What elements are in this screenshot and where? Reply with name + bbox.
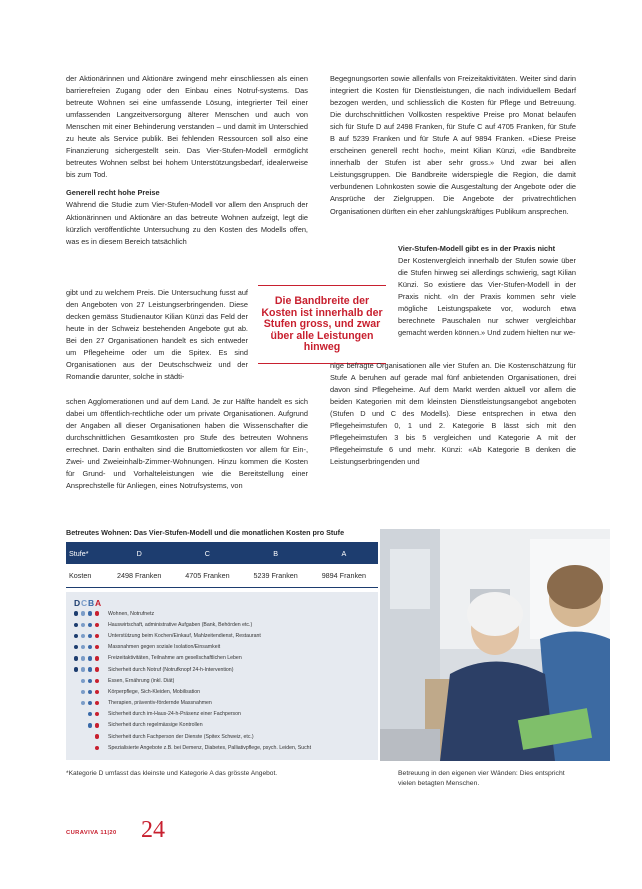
legend-row bbox=[74, 664, 378, 675]
legend-dot bbox=[74, 667, 78, 671]
legend-dot bbox=[74, 679, 78, 683]
legend-row bbox=[74, 642, 378, 653]
legend-dot bbox=[95, 656, 99, 660]
table-header-cell: D bbox=[105, 542, 173, 564]
article-paragraph: gibt und zu welchem Preis. Die Untersuchung fusst auf den Angeboten von 27 Leistungserbringenden. Diese decken gemäss Studienautor Kilian Künzi das Feld der heute in der Schweiz bestehenden Angebote gut ab. Bei den 27 Organisationen handelt es sich entweder um Pflegeheime oder um die Spitex. Es sind Organisationen aus der Deutschschweiz und der Romandie darunter, solche in städti- bbox=[66, 288, 248, 382]
table-header-row bbox=[66, 542, 378, 564]
table-header-cell: A bbox=[310, 542, 378, 564]
legend-row bbox=[74, 720, 378, 731]
legend-dot bbox=[88, 645, 92, 649]
legend-dot bbox=[88, 690, 92, 694]
legend-dot bbox=[81, 656, 85, 660]
legend-header-letter: A bbox=[95, 598, 104, 608]
legend-label: Sicherheit durch regelmässige Kontrollen bbox=[108, 722, 203, 729]
legend-dot bbox=[81, 667, 85, 671]
article-paragraph: der Aktionärinnen und Aktionäre zwingend mehr einschliessen als einen barrierefreien Zugang oder den Einbau eines Notruf-systems. Das betreute Wohnen sei eine umfassende Lösung, integrierter Teil einer umfassenden Langzeitversorgung älterer Menschen und auch von Menschen mit einer Behinderung verstanden – und damit im Unterschied zu heute als Service publik. Bei fehlenden Ressourcen soll also eine Finanzierung sichergestellt sein. Das Vier-Stufen-Modell ermöglicht betreutes Wohnen selbst bei hohem Unterstützungsbedarf, idealerweise bis zum Tod. bbox=[66, 74, 308, 180]
care-photo-illustration bbox=[380, 529, 610, 761]
legend-dot bbox=[95, 623, 99, 627]
legend-dot bbox=[74, 723, 78, 727]
legend-dot bbox=[88, 746, 92, 750]
article-subheading: Generell recht hohe Preise bbox=[66, 188, 160, 198]
legend-dot bbox=[95, 690, 99, 694]
legend-dot bbox=[95, 611, 99, 615]
legend-header bbox=[74, 598, 378, 608]
legend-label: Spezialisierte Angebote z.B. bei Demenz, Diabetes, Palliativpflege, psych. Leiden, Sucht bbox=[108, 744, 312, 751]
legend-dot bbox=[81, 746, 85, 750]
magazine-issue-label: CURAVIVA 11|20 bbox=[66, 830, 117, 836]
article-paragraph: Begegnungsorten sowie allenfalls von Freizeitaktivitäten. Weiter sind darin integriert die Kosten für Dienstleistungen, die nach individuellem Bedarf bezogen werden, und schliesslich die Kosten für Pflege und Betreuung. Die durchschnittlichen Vollkosten respektive Preise pro Monat belaufen sich für Stufe D auf 2498 Franken, für Stufe C auf 4705 Franken, für Stufe B auf 5239 Franken und für Stufe A auf 9894 Franken. «Diese Preise erscheinen generell recht hoch», meint Kilian Künzi, «die Bandbreite innerhalb der Stufen ist aber sehr gross.» Und zwar bei allen Leistungsgruppen. Die Bandbreite widerspiegle die Region, die damit verbundenen Lohnkosten sowie die Ausgestaltung der Angebote oder die Ansprüche der Zielgruppen. Die Angebote der privatrechtlichen Organisationen dürften ein eher zahlungskräftiges Publikum ansprechen. bbox=[330, 74, 576, 216]
legend-dot bbox=[88, 634, 92, 638]
legend-header-letter: C bbox=[81, 598, 90, 608]
legend-dot bbox=[81, 712, 85, 716]
page-number: 24 bbox=[141, 817, 165, 843]
legend-dot bbox=[95, 667, 99, 671]
legend-dot bbox=[81, 611, 85, 615]
legend-label: Essen, Ernährung (inkl. Diät) bbox=[108, 677, 175, 684]
table-cell: 4705 Franken bbox=[173, 564, 241, 587]
legend-dot bbox=[95, 679, 99, 683]
legend-dot bbox=[81, 645, 85, 649]
article-column-left-narrow bbox=[66, 287, 248, 383]
table-cell: 2498 Franken bbox=[105, 564, 173, 587]
pull-quote: Die Bandbreite der Kosten ist innerhalb der Stufen gross, und zwar über alle Leistungen hinweg bbox=[258, 285, 386, 364]
legend-dot bbox=[88, 667, 92, 671]
table-footnote: *Kategorie D umfasst das kleinste und Kategorie A das grösste Angebot. bbox=[66, 770, 278, 777]
legend-dot bbox=[74, 623, 78, 627]
legend-dot bbox=[95, 712, 99, 716]
table-caption: Betreutes Wohnen: Das Vier-Stufen-Modell und die monatlichen Kosten pro Stufe bbox=[66, 528, 345, 537]
article-paragraph: nige befragte Organisationen alle vier Stufen an. Die Kostenschätzung für Stufe A beruhen auf gerade mal fünf anbietenden Organisationen, drei davon sind Pflegeheime. Auf dem Markt werden aktuell vor allem die beiden Kategorien mit dem kleinsten Dienstleistungsangebot angeboten (Stufen D und C des Modells). Diese entsprechen in etwa den Pflegeheimstufen 0, 1 und 2. Kategorie B lässt sich mit den Pflegeheimstufen 3 bis 5 vergleichen und Kategorie A mit der Pflegeheimstufe 6 und mehr. Künzi: «Ab Kategorie B denken die Leistungserbringenden und bbox=[330, 361, 576, 467]
legend-rows bbox=[74, 608, 378, 753]
legend-row bbox=[74, 630, 378, 641]
legend-dot bbox=[88, 712, 92, 716]
legend-label: Sicherheit durch im-Haus-24-h-Präsenz einer Fachperson bbox=[108, 711, 241, 718]
legend-dot bbox=[95, 701, 99, 705]
legend-dot bbox=[95, 734, 99, 738]
legend-dot bbox=[95, 723, 99, 727]
legend-label: Massnahmen gegen soziale Isolation/Einsamkeit bbox=[108, 644, 221, 651]
legend-label: Wohnen, Notrufnetz bbox=[108, 610, 155, 617]
legend-dot bbox=[81, 690, 85, 694]
legend-dot bbox=[74, 690, 78, 694]
table-cell: 9894 Franken bbox=[310, 564, 378, 587]
legend-row bbox=[74, 619, 378, 630]
legend-row bbox=[74, 709, 378, 720]
photo-caption: Betreuung in den eigenen vier Wänden: Dies entspricht vielen betagten Menschen. bbox=[398, 770, 565, 787]
legend-dot bbox=[74, 656, 78, 660]
article-column-right-bottom bbox=[330, 360, 576, 468]
legend-label: Sicherheit durch Fachperson der Dienste (Spitex Schweiz, etc.) bbox=[108, 733, 254, 740]
legend-label: Sicherheit durch Notruf (Notrufknopf 24-h-Intervention) bbox=[108, 666, 234, 673]
legend-label: Therapien, präventiv-fördernde Massnahmen bbox=[108, 700, 212, 707]
legend-dot bbox=[74, 734, 78, 738]
legend-label: Körperpflege, Sich-Kleiden, Mobilisation bbox=[108, 688, 200, 695]
legend-dot bbox=[88, 656, 92, 660]
article-column-left-top bbox=[66, 73, 308, 248]
article-column-left-bottom bbox=[66, 396, 308, 492]
legend-row bbox=[74, 686, 378, 697]
legend-dot bbox=[88, 723, 92, 727]
legend-dot bbox=[81, 679, 85, 683]
legend-dot bbox=[81, 734, 85, 738]
table-cell: 5239 Franken bbox=[242, 564, 310, 587]
article-paragraph: Während die Studie zum Vier-Stufen-Modell vor allem den Anspruch der Aktionärinnen und Aktionäre an das betreute Wohnen aufzeigt, legt die kürzlich veröffentlichte Untersuchung zu den Kosten des Modells offen, was es in diesem Bereich tatsächlich bbox=[66, 200, 308, 246]
legend-row bbox=[74, 731, 378, 742]
care-photo bbox=[380, 529, 610, 761]
legend-dot bbox=[88, 623, 92, 627]
cost-table bbox=[66, 542, 378, 588]
legend-header-letter: B bbox=[88, 598, 97, 608]
legend-dot bbox=[81, 701, 85, 705]
legend-label: Unterstützung beim Kochen/Einkauf, Mahlzeitendienst, Restaurant bbox=[108, 632, 261, 639]
legend-dot bbox=[74, 701, 78, 705]
table-row bbox=[66, 564, 378, 587]
article-column-right-narrow bbox=[398, 243, 576, 339]
legend-dot bbox=[88, 611, 92, 615]
article-subheading: Vier-Stufen-Modell gibt es in der Praxis nicht bbox=[398, 244, 556, 253]
article-paragraph: schen Agglomerationen und auf dem Land. Je zur Hälfte handelt es sich dabei um öffentlich-rechtliche oder um private Organisationen. Aufgrund der Angaben all dieser Organisationen haben die Wissenschafter die durchschnittlichen Gesamtkosten pro Stufe des betreuten Wohnens errechnet. Darin enthalten sind die Bruttomietkosten vor allem für Ein-, Zwei- und Zweieinhalb-Zimmer-Wohnungen. Hinzu kommen die Kosten für Grund- und Vorhalteleistungen wie die Bereitstellung einer Ansprechstelle für Anliegen, eines Notrufsystems, von bbox=[66, 397, 308, 491]
table-header-cell: C bbox=[173, 542, 241, 564]
legend-dot bbox=[95, 634, 99, 638]
legend-row bbox=[74, 698, 378, 709]
legend-dot bbox=[88, 701, 92, 705]
article-column-right-top bbox=[330, 73, 576, 218]
legend-dot bbox=[74, 746, 78, 750]
legend-dot bbox=[88, 734, 92, 738]
legend-row bbox=[74, 742, 378, 753]
legend-label: Freizeitaktivitäten, Teilnahme am gesellschaftlichen Leben bbox=[108, 655, 242, 662]
legend-dot bbox=[74, 611, 78, 615]
legend-dot bbox=[74, 634, 78, 638]
legend-dot bbox=[95, 645, 99, 649]
article-paragraph: Der Kostenvergleich innerhalb der Stufen sowie über die Stufen hinweg sei allerdings schwierig, sagt Kilian Künzi. So existiere das Vier-Stufen-Modell in der Praxis nicht. «In der Praxis kommen sehr viele mögliche Leistungspakete vor, wodurch etwa berechnete Pauschalen nur schwer vergleichbar gemacht werden können.» Und zudem hielten nur we- bbox=[398, 256, 576, 338]
service-legend bbox=[66, 592, 378, 760]
legend-dot bbox=[74, 645, 78, 649]
legend-dot bbox=[74, 712, 78, 716]
legend-dot bbox=[81, 723, 85, 727]
legend-row bbox=[74, 675, 378, 686]
legend-dot bbox=[81, 634, 85, 638]
legend-row bbox=[74, 608, 378, 619]
table-header-cell: Stufe* bbox=[66, 542, 105, 564]
legend-dot bbox=[88, 679, 92, 683]
legend-row bbox=[74, 653, 378, 664]
table-header-cell: B bbox=[242, 542, 310, 564]
table-cell: Kosten bbox=[66, 564, 105, 587]
legend-header-letter: D bbox=[74, 598, 83, 608]
legend-dot bbox=[95, 746, 99, 750]
legend-dot bbox=[81, 623, 85, 627]
legend-label: Hauswirtschaft, administrative Aufgaben (Bank, Behörden etc.) bbox=[108, 621, 253, 628]
